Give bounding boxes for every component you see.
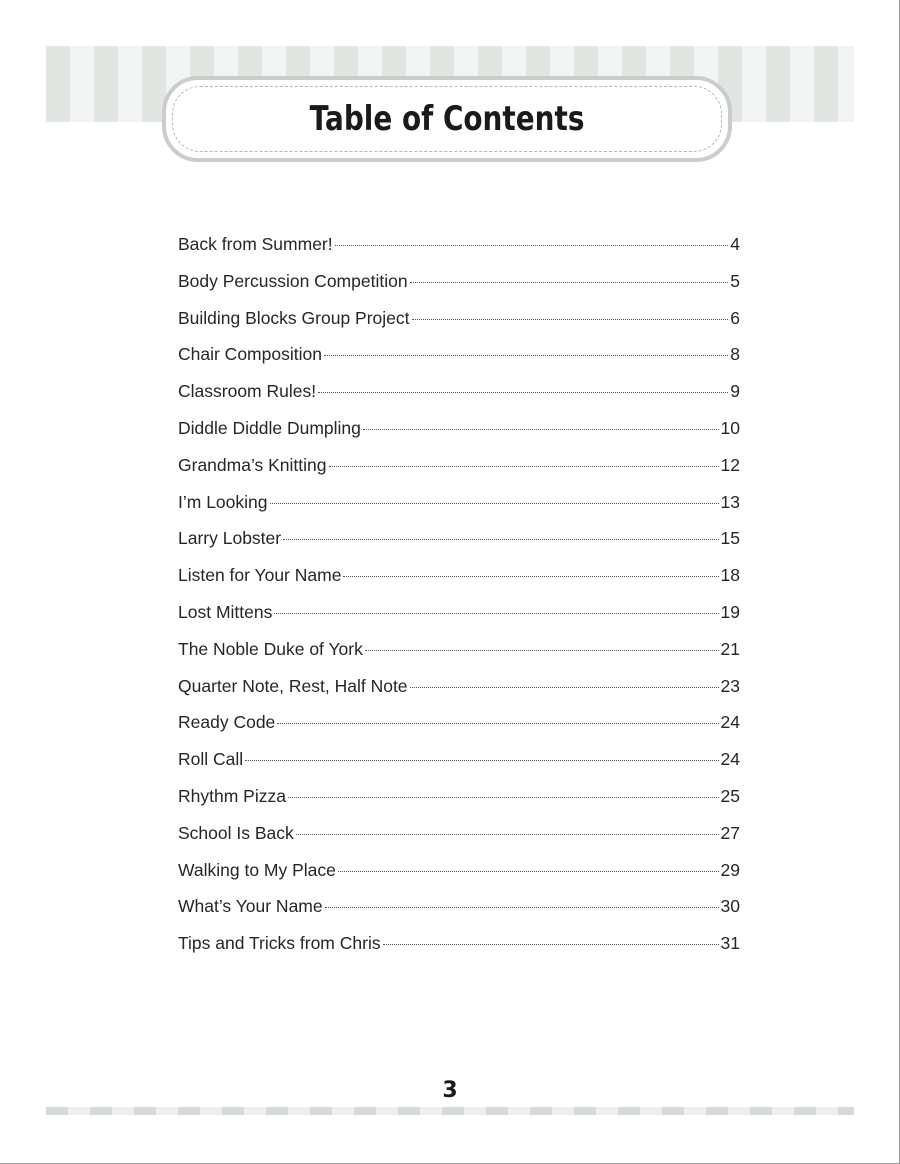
toc-entry-title: Ready Code bbox=[178, 712, 276, 733]
toc-entry-page: 19 bbox=[720, 601, 740, 622]
toc-entry bbox=[178, 528, 740, 565]
toc-entry-page: 13 bbox=[720, 491, 740, 512]
dot-leader bbox=[410, 686, 719, 688]
dot-leader bbox=[412, 318, 729, 320]
table-of-contents-list bbox=[178, 234, 740, 970]
toc-entry-page: 24 bbox=[720, 712, 740, 733]
dot-leader bbox=[343, 575, 718, 577]
footer-stripe-band bbox=[46, 1107, 854, 1115]
dot-leader bbox=[338, 870, 719, 872]
toc-entry-title: Roll Call bbox=[178, 749, 244, 770]
toc-entry-title: Rhythm Pizza bbox=[178, 785, 286, 806]
toc-entry-title: Building Blocks Group Project bbox=[178, 307, 410, 328]
toc-entry bbox=[178, 786, 740, 823]
dot-leader bbox=[296, 833, 719, 835]
toc-entry bbox=[178, 381, 740, 418]
toc-entry-page: 23 bbox=[720, 675, 740, 696]
toc-entry-page: 18 bbox=[720, 565, 740, 586]
toc-entry-page: 8 bbox=[730, 344, 740, 365]
toc-entry-title: Lost Mittens bbox=[178, 601, 273, 622]
dot-leader bbox=[277, 722, 718, 724]
toc-entry-page: 6 bbox=[730, 307, 740, 328]
toc-entry-page: 12 bbox=[720, 454, 740, 475]
toc-entry-title: Classroom Rules! bbox=[178, 381, 317, 402]
toc-entry-title: Grandma’s Knitting bbox=[178, 454, 327, 475]
toc-entry bbox=[178, 492, 740, 529]
toc-entry bbox=[178, 565, 740, 602]
toc-entry-page: 29 bbox=[720, 859, 740, 880]
toc-entry-title: I’m Looking bbox=[178, 491, 268, 512]
toc-entry-page: 27 bbox=[720, 822, 740, 843]
toc-entry bbox=[178, 418, 740, 455]
toc-entry-title: Larry Lobster bbox=[178, 528, 282, 549]
page-title: Table of Contents bbox=[309, 99, 585, 139]
toc-entry-title: School Is Back bbox=[178, 822, 294, 843]
dot-leader bbox=[318, 391, 728, 393]
toc-entry-page: 24 bbox=[720, 749, 740, 770]
toc-entry bbox=[178, 308, 740, 345]
toc-entry-page: 15 bbox=[720, 528, 740, 549]
toc-entry-page: 10 bbox=[720, 417, 740, 438]
dot-leader bbox=[410, 281, 729, 283]
toc-entry bbox=[178, 823, 740, 860]
dot-leader bbox=[288, 796, 719, 798]
toc-entry-title: Body Percussion Competition bbox=[178, 270, 408, 291]
toc-entry bbox=[178, 676, 740, 713]
toc-entry-title: Walking to My Place bbox=[178, 859, 336, 880]
toc-entry bbox=[178, 712, 740, 749]
toc-entry-page: 25 bbox=[720, 785, 740, 806]
toc-entry bbox=[178, 896, 740, 933]
toc-entry-title: What’s Your Name bbox=[178, 896, 323, 917]
toc-entry-title: Back from Summer! bbox=[178, 234, 333, 254]
dot-leader bbox=[245, 759, 718, 761]
toc-entry-title: Chair Composition bbox=[178, 344, 322, 365]
toc-entry-title: Quarter Note, Rest, Half Note bbox=[178, 675, 408, 696]
toc-entry-page: 4 bbox=[730, 234, 740, 254]
toc-entry bbox=[178, 860, 740, 897]
title-banner bbox=[162, 76, 732, 162]
toc-entry bbox=[178, 234, 740, 271]
toc-entry-page: 9 bbox=[730, 381, 740, 402]
toc-entry-page: 5 bbox=[730, 270, 740, 291]
dot-leader bbox=[324, 354, 728, 356]
dot-leader bbox=[270, 502, 719, 504]
toc-entry-title: Diddle Diddle Dumpling bbox=[178, 417, 361, 438]
dot-leader bbox=[274, 612, 718, 614]
toc-entry-page: 30 bbox=[720, 896, 740, 917]
toc-entry-page: 21 bbox=[720, 638, 740, 659]
toc-entry bbox=[178, 749, 740, 786]
toc-entry-title: The Noble Duke of York bbox=[178, 638, 363, 659]
toc-entry bbox=[178, 933, 740, 970]
dot-leader bbox=[383, 943, 719, 945]
dot-leader bbox=[335, 244, 729, 246]
dot-leader bbox=[329, 465, 719, 467]
page-number: 3 bbox=[442, 1078, 458, 1103]
dot-leader bbox=[363, 428, 719, 430]
toc-entry bbox=[178, 639, 740, 676]
toc-entry bbox=[178, 455, 740, 492]
toc-entry bbox=[178, 344, 740, 381]
toc-entry bbox=[178, 271, 740, 308]
dot-leader bbox=[365, 649, 719, 651]
toc-entry-title: Tips and Tricks from Chris bbox=[178, 933, 381, 954]
toc-entry-title: Listen for Your Name bbox=[178, 565, 342, 586]
toc-entry bbox=[178, 602, 740, 639]
toc-entry-page: 31 bbox=[720, 933, 740, 954]
dot-leader bbox=[283, 538, 718, 540]
dot-leader bbox=[325, 906, 719, 908]
